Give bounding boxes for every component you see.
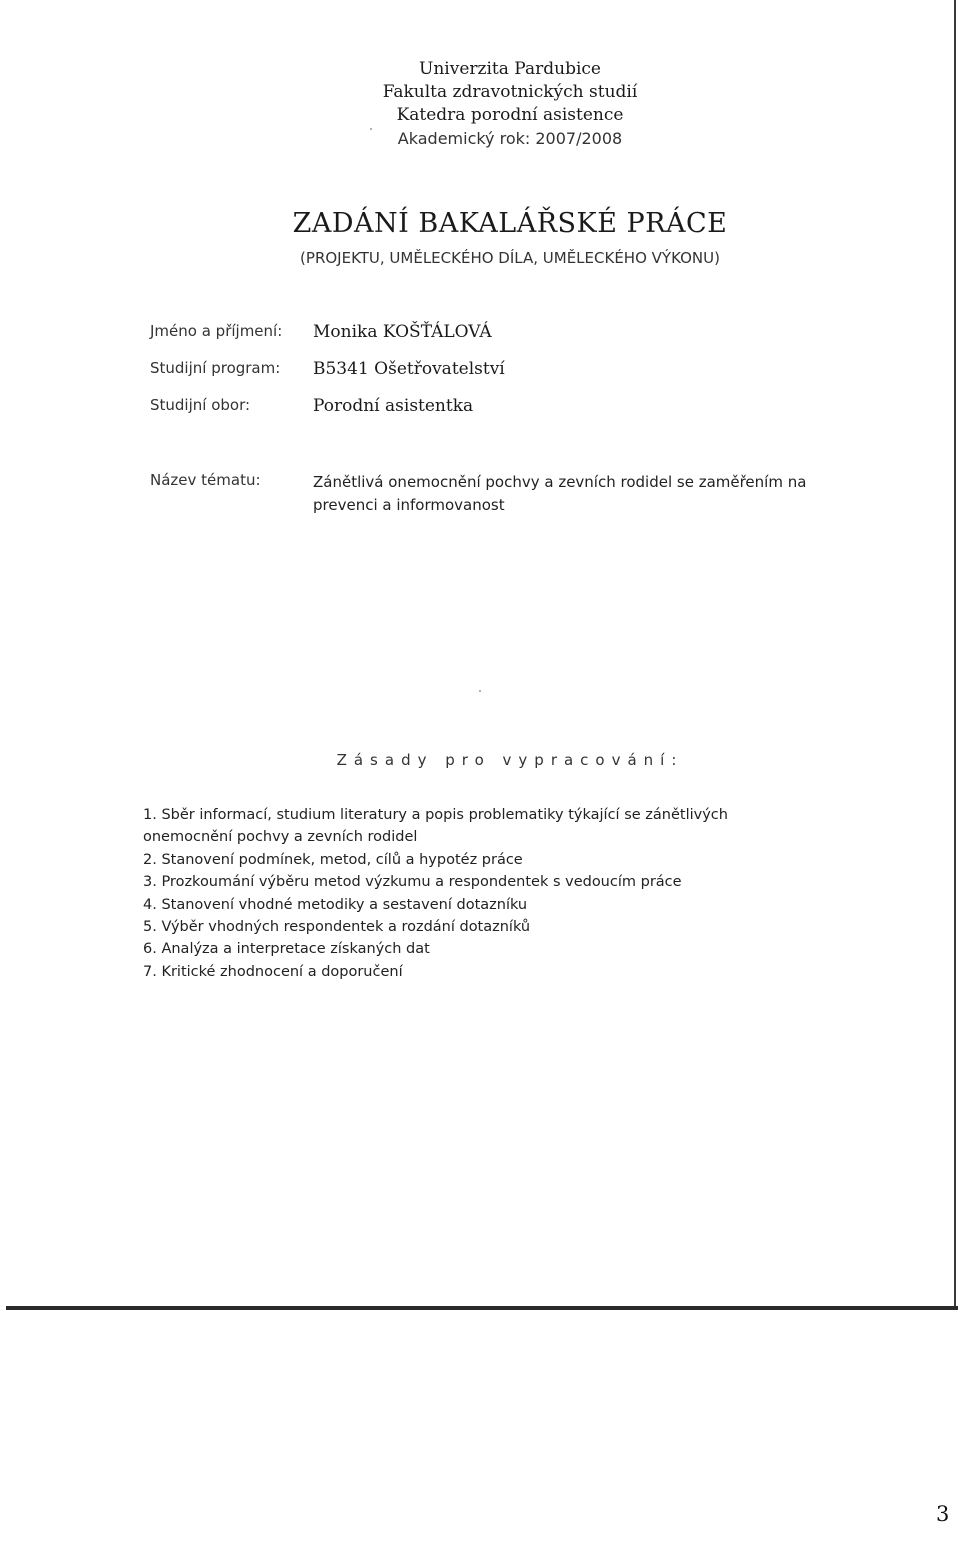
scan-speck <box>479 690 481 692</box>
department-name: Katedra porodní asistence <box>396 105 624 125</box>
name-label: Jméno a příjmení: <box>150 322 283 340</box>
document-sheet <box>8 0 956 1308</box>
university-name: Univerzita Pardubice <box>419 59 601 79</box>
document-subtitle: (PROJEKTU, UMĚLECKÉHO DÍLA, UMĚLECKÉHO VÝKONU) <box>300 249 720 267</box>
principle-item: 6. Analýza a interpretace získaných dat <box>143 941 430 958</box>
name-value: Monika KOŠŤÁLOVÁ <box>313 322 492 342</box>
principle-item: 4. Stanovení vhodné metodiky a sestavení dotazníku <box>143 896 528 913</box>
principle-item: 2. Stanovení podmínek, metod, cílů a hypotéz práce <box>143 851 523 868</box>
document-title: ZADÁNÍ BAKALÁŘSKÉ PRÁCE <box>292 208 728 239</box>
topic-value: Zánětlivá onemocnění pochvy a zevních rodidel se zaměřením na prevenci a informovanost <box>313 473 807 514</box>
faculty-name: Fakulta zdravotnických studií <box>382 82 638 102</box>
principle-item: 1. Sběr informací, studium literatury a popis problematiky týkající se zánětlivých onemocnění pochvy a zevních rodidel <box>143 807 728 846</box>
program-value: B5341 Ošetřovatelství <box>313 359 505 379</box>
principles-list <box>143 804 803 983</box>
field-label: Studijní obor: <box>150 396 251 414</box>
principle-item: 3. Prozkoumání výběru metod výzkumu a respondentek s vedoucím práce <box>143 874 682 891</box>
principles-heading: Zásady pro vypracování: <box>336 751 684 769</box>
academic-year: Akademický rok: 2007/2008 <box>397 129 623 148</box>
principle-item: 5. Výběr vhodných respondentek a rozdání dotazníků <box>143 919 531 936</box>
field-value: Porodní asistentka <box>313 396 474 416</box>
principle-item: 7. Kritické zhodnocení a doporučení <box>143 963 403 980</box>
page-number: 3 <box>936 1502 950 1526</box>
page-bottom-rule <box>6 1306 958 1310</box>
scan-speck <box>370 128 372 130</box>
institution-header <box>0 58 960 150</box>
program-label: Studijní program: <box>150 359 281 377</box>
topic-label: Název tématu: <box>150 471 261 489</box>
